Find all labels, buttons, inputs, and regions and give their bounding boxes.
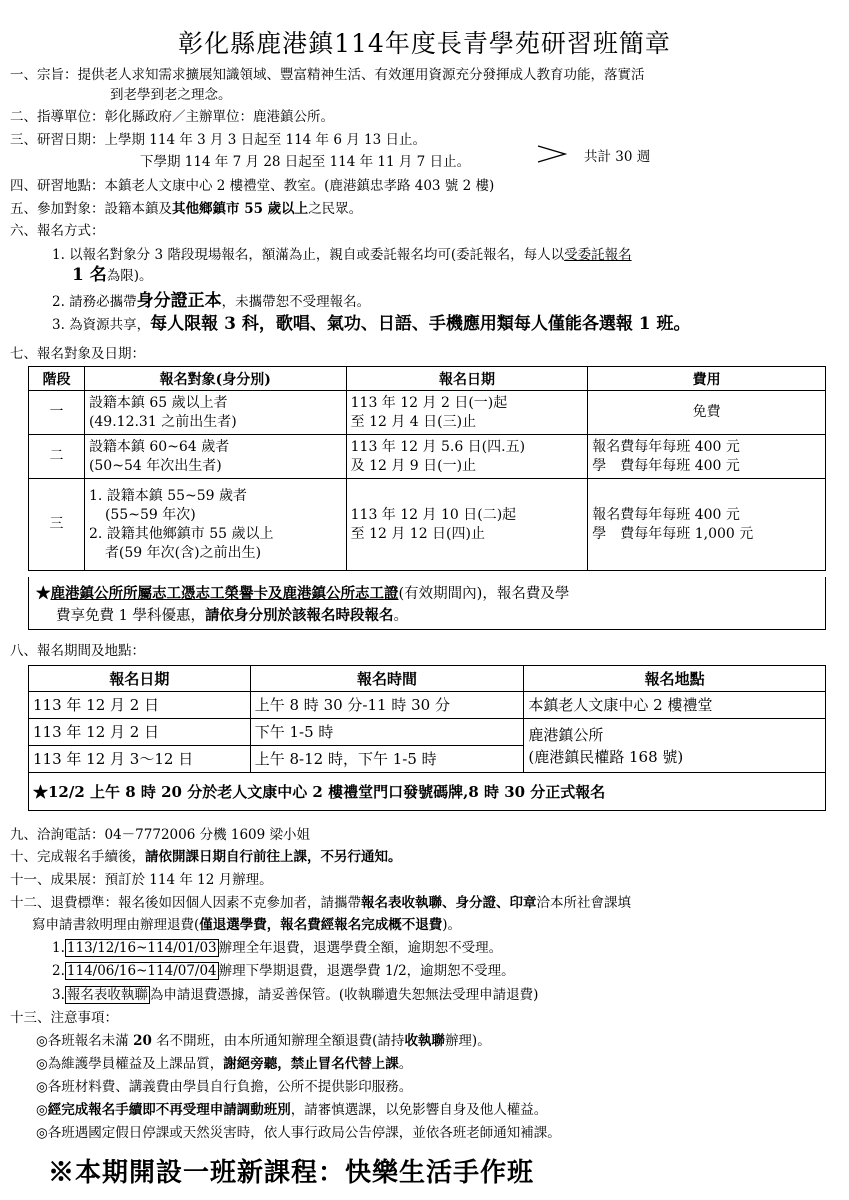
section-1-line-a: 一、宗旨：提供老人求知需求擴展知識領域、豐富精神生活、有效運用資源充分發揮成人教育功能，落實活 <box>10 67 645 83</box>
reg-date-cell: 113 年 12 月 2 日 <box>29 692 251 719</box>
reg-time-cell: 上午 8-12 時，下午 1-5 時 <box>250 746 524 773</box>
volunteer-note-line-b: 費享免費 1 學科優惠，請依身分別於該報名時段報名。 <box>56 607 408 624</box>
section-12-line-a: 十二、退費標準：報名後如因個人因素不克參加者，請攜帶報名表收執聯、身分證、印章洽本所社會課填 <box>10 895 631 911</box>
col-header-reg-time: 報名時間 <box>250 666 524 692</box>
volunteer-note-line-a: ★鹿港鎮公所所屬志工憑志工榮譽卡及鹿港鎮公所志工證(有效期間內)，報名費及學 <box>36 585 570 602</box>
section-3-line-a: 三、研習日期：上學期 114 年 3 月 3 日起至 114 年 6 月 13 日止。 <box>10 132 426 148</box>
stage-cell: 三 <box>29 479 85 571</box>
note-3: ◎各班材料費、講義費由學員自行負擔，公所不提供影印服務。 <box>36 1079 413 1095</box>
section-6-item-1: 1. 以報名對象分 3 階段現場報名，額滿為止，親自或委託報名均可(委託報名，每人以受委託報名 <box>52 247 632 263</box>
section-7-head: 七、報名對象及日期： <box>10 346 145 362</box>
section-6-item-1-cont: 1 名為限)。 <box>72 265 153 285</box>
refund-item-1: 1. 113/12/16~114/01/03 辦理全年退費，退選學費全額，逾期恕不受理。 <box>52 940 503 956</box>
reg-date-cell: 113 年 12 月 2 日 <box>29 719 251 746</box>
section-2: 二、指導單位：彰化縣政府／主辦單位：鹿港鎮公所。 <box>10 109 334 125</box>
fee-cell: 報名費每年每班 400 元 學 費每年每班 1,000 元 <box>588 479 826 571</box>
table-header-row <box>29 367 826 391</box>
stage-cell: 二 <box>29 435 85 479</box>
fee-cell: 報名費每年每班 400 元 學 費每年每班 400 元 <box>588 435 826 479</box>
table-header-row <box>29 666 826 692</box>
registration-schedule-table <box>28 366 826 571</box>
section-6-item-2: 2. 請務必攜帶身分證正本，未攜帶恕不受理報名。 <box>52 291 371 311</box>
section-8-head: 八、報名期間及地點： <box>10 643 145 659</box>
number-ticket-note-row <box>29 773 826 811</box>
section-4: 四、研習地點：本鎮老人文康中心 2 樓禮堂、教室。(鹿港鎮忠孝路 403 號 2 樓) <box>10 178 495 194</box>
col-header-reg-place: 報名地點 <box>524 666 826 692</box>
note-2: ◎為維護學員權益及上課品質，謝絕旁聽，禁止冒名代替上課。 <box>36 1056 413 1072</box>
section-9: 九、洽詢電話：04－7772006 分機 1609 梁小姐 <box>10 827 311 843</box>
new-course-announcement: ※本期開設一班新課程：快樂生活手作班 <box>48 1158 535 1188</box>
section-1-line-b: 到老學到老之理念。 <box>110 87 232 103</box>
section-3-line-b: 下學期 114 年 7 月 28 日起至 114 年 11 月 7 日止。 <box>140 154 471 170</box>
refund-item-3: 3. 報名表收執聯 為申請退費憑據，請妥善保管。(收執聯遺失恕無法受理申請退費) <box>52 987 539 1003</box>
table-row <box>29 692 826 719</box>
stage-cell: 一 <box>29 391 85 435</box>
section-5: 五、參加對象：設籍本鎮及其他鄉鎮市 55 歲以上之民眾。 <box>10 201 363 217</box>
col-header-fee: 費用 <box>588 367 826 391</box>
number-ticket-note: ★12/2 上午 8 時 20 分於老人文康中心 2 樓禮堂門口發號碼牌,8 時 30 分正式報名 <box>29 773 826 811</box>
who-cell: 設籍本鎮 60~64 歲者 (50~54 年次出生者) <box>84 435 346 479</box>
section-6-item-3: 3. 為資源共享，每人限報 3 科，歌唱、氣功、日語、手機應用類每人僅能各選報 1 班。 <box>52 314 691 334</box>
section-13-head: 十三、注意事項： <box>10 1010 118 1026</box>
col-header-stage: 階段 <box>29 367 85 391</box>
section-10: 十、完成報名手續後，請依開課日期自行前往上課，不另行通知。 <box>10 849 402 865</box>
who-cell: 設籍本鎮 65 歲以上者 (49.12.31 之前出生者) <box>84 391 346 435</box>
col-header-reg-date: 報名日期 <box>29 666 251 692</box>
reg-date-cell: 113 年 12 月 3～12 日 <box>29 746 251 773</box>
refund-item-2: 2. 114/06/16~114/07/04 辦理下學期退費，退選學費 1/2，逾期恕不受理。 <box>52 963 515 979</box>
merge-arrow-icon <box>537 143 567 165</box>
col-header-date: 報名日期 <box>346 367 588 391</box>
section-6-head: 六、報名方式： <box>10 223 105 239</box>
date-cell: 113 年 12 月 10 日(二)起 至 12 月 12 日(四)止 <box>346 479 588 571</box>
note-5: ◎各班遇國定假日停課或天然災害時，依人事行政局公告停課，並依各班老師通知補課。 <box>36 1125 561 1141</box>
reg-place-cell: 鹿港鎮公所 (鹿港鎮民權路 168 號) <box>524 719 826 773</box>
table-row <box>29 719 826 746</box>
reg-place-cell: 本鎮老人文康中心 2 樓禮堂 <box>524 692 826 719</box>
note-1: ◎各班報名未滿 20 名不開班，由本所通知辦理全額退費(請持收執聯辦理)。 <box>36 1033 491 1049</box>
reg-time-cell: 下午 1-5 時 <box>250 719 524 746</box>
page-title: 彰化縣鹿港鎮114年度長青學苑研習班簡章 <box>178 29 671 58</box>
registration-period-table <box>28 665 826 811</box>
date-cell: 113 年 12 月 2 日(一)起 至 12 月 4 日(三)止 <box>346 391 588 435</box>
who-cell: 1. 設籍本鎮 55~59 歲者 (55~59 年次) 2. 設籍其他鄉鎮市 55 歲以上 者(59 年次(含)之前出生) <box>84 479 346 571</box>
date-cell: 113 年 12 月 5.6 日(四.五) 及 12 月 9 日(一)止 <box>346 435 588 479</box>
col-header-who: 報名對象(身分別) <box>84 367 346 391</box>
section-12-line-b: 寫申請書敘明理由辦理退費(僅退選學費，報名費經報名完成概不退費)。 <box>32 917 462 933</box>
fee-cell: 免費 <box>588 391 826 435</box>
reg-time-cell: 上午 8 時 30 分-11 時 30 分 <box>250 692 524 719</box>
table-row <box>29 435 826 479</box>
note-4: ◎經完成報名手續即不再受理申請調動班別，請審慎選課，以免影響自身及他人權益。 <box>36 1102 548 1118</box>
total-weeks: 共計 30 週 <box>584 149 651 165</box>
table-row <box>29 391 826 435</box>
section-11: 十一、成果展：預訂於 114 年 12 月辦理。 <box>10 872 273 888</box>
table-row <box>29 479 826 571</box>
